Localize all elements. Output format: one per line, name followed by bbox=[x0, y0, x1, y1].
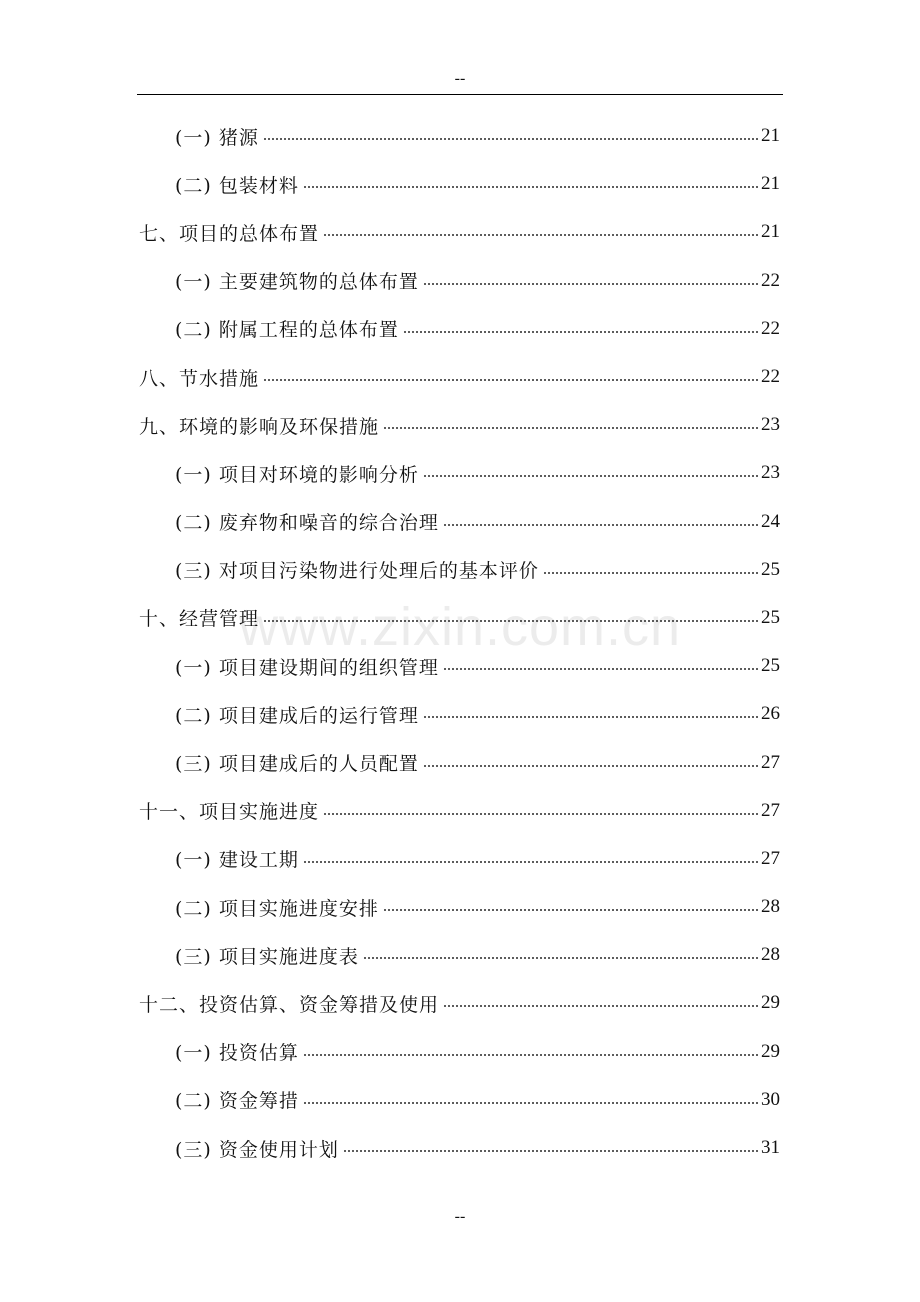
toc-subsection-entry[interactable] bbox=[139, 1124, 780, 1172]
header-divider bbox=[137, 94, 783, 95]
toc-entry-title: (一) 主要建筑物的总体布置 bbox=[175, 271, 419, 294]
toc-entry-title: (二) 废弃物和噪音的综合治理 bbox=[175, 512, 439, 535]
toc-subsection-entry[interactable] bbox=[139, 1076, 780, 1124]
toc-entry-title: (一) 项目对环境的影响分析 bbox=[175, 463, 419, 486]
toc-section-entry[interactable] bbox=[139, 208, 780, 256]
toc-entry-title: 七、项目的总体布置 bbox=[139, 222, 320, 245]
toc-dot-leader bbox=[303, 186, 758, 188]
toc-entry-title: 八、节水措施 bbox=[139, 367, 260, 390]
toc-page-number: 28 bbox=[761, 944, 780, 966]
toc-page-number: 29 bbox=[761, 992, 780, 1014]
toc-section-entry[interactable] bbox=[139, 787, 780, 835]
toc-dot-leader bbox=[423, 475, 758, 477]
toc-dot-leader bbox=[263, 379, 758, 381]
toc-page-number: 25 bbox=[761, 606, 780, 628]
toc-entry-title: (二) 附属工程的总体布置 bbox=[175, 319, 399, 342]
page-header-mark: -- bbox=[454, 70, 466, 87]
toc-dot-leader bbox=[303, 1102, 758, 1104]
toc-subsection-entry[interactable] bbox=[139, 498, 780, 546]
toc-subsection-entry[interactable] bbox=[139, 690, 780, 738]
toc-entry-title: 十一、项目实施进度 bbox=[139, 801, 320, 824]
toc-dot-leader bbox=[383, 909, 758, 911]
toc-page-number: 22 bbox=[761, 317, 780, 339]
toc-subsection-entry[interactable] bbox=[139, 835, 780, 883]
toc-subsection-entry[interactable] bbox=[139, 305, 780, 353]
toc-subsection-entry[interactable] bbox=[139, 1028, 780, 1076]
toc-section-entry[interactable] bbox=[139, 401, 780, 449]
page-footer-mark: -- bbox=[454, 1208, 466, 1225]
toc-page-number: 28 bbox=[761, 896, 780, 918]
toc-dot-leader bbox=[403, 331, 758, 333]
toc-section-entry[interactable] bbox=[139, 353, 780, 401]
toc-entry-title: 十二、投资估算、资金筹措及使用 bbox=[139, 993, 440, 1016]
toc-subsection-entry[interactable] bbox=[139, 738, 780, 786]
toc-page-number: 29 bbox=[761, 1040, 780, 1062]
toc-page-number: 27 bbox=[761, 751, 780, 773]
toc-page-number: 25 bbox=[761, 558, 780, 580]
toc-subsection-entry[interactable] bbox=[139, 449, 780, 497]
toc-page-number: 25 bbox=[761, 655, 780, 677]
toc-dot-leader bbox=[303, 861, 758, 863]
toc-dot-leader bbox=[443, 1005, 758, 1007]
toc-page-number: 21 bbox=[761, 125, 780, 147]
toc-entry-title: (二) 包装材料 bbox=[175, 174, 299, 197]
toc-dot-leader bbox=[263, 620, 758, 622]
toc-entry-title: (三) 资金使用计划 bbox=[175, 1138, 339, 1161]
toc-entry-title: 十、经营管理 bbox=[139, 608, 260, 631]
toc-dot-leader bbox=[343, 1150, 758, 1152]
toc-dot-leader bbox=[443, 524, 758, 526]
toc-dot-leader bbox=[323, 234, 758, 236]
toc-entry-title: (三) 对项目污染物进行处理后的基本评价 bbox=[175, 560, 539, 583]
toc-dot-leader bbox=[383, 427, 758, 429]
toc-entry-title: 九、环境的影响及环保措施 bbox=[139, 415, 380, 438]
toc-entry-title: (三) 项目建成后的人员配置 bbox=[175, 753, 419, 776]
toc-subsection-entry[interactable] bbox=[139, 257, 780, 305]
toc-subsection-entry[interactable] bbox=[139, 931, 780, 979]
toc-entry-title: (二) 资金筹措 bbox=[175, 1090, 299, 1113]
toc-entry-title: (一) 项目建设期间的组织管理 bbox=[175, 656, 439, 679]
toc-page-number: 22 bbox=[761, 366, 780, 388]
toc-subsection-entry[interactable] bbox=[139, 160, 780, 208]
table-of-contents bbox=[139, 112, 780, 1172]
toc-subsection-entry[interactable] bbox=[139, 546, 780, 594]
toc-section-entry[interactable] bbox=[139, 979, 780, 1027]
toc-entry-title: (一) 建设工期 bbox=[175, 849, 299, 872]
toc-dot-leader bbox=[423, 716, 758, 718]
toc-page-number: 23 bbox=[761, 414, 780, 436]
toc-page-number: 21 bbox=[761, 173, 780, 195]
toc-entry-title: (一) 投资估算 bbox=[175, 1042, 299, 1065]
toc-page-number: 23 bbox=[761, 462, 780, 484]
toc-page-number: 22 bbox=[761, 269, 780, 291]
toc-dot-leader bbox=[443, 668, 758, 670]
toc-subsection-entry[interactable] bbox=[139, 642, 780, 690]
watermark: www.zixin.com.cn bbox=[238, 597, 682, 657]
toc-page-number: 27 bbox=[761, 799, 780, 821]
toc-entry-title: (三) 项目实施进度表 bbox=[175, 945, 359, 968]
toc-dot-leader bbox=[423, 765, 758, 767]
toc-entry-title: (一) 猪源 bbox=[175, 126, 259, 149]
toc-dot-leader bbox=[323, 813, 758, 815]
toc-page-number: 21 bbox=[761, 221, 780, 243]
toc-subsection-entry[interactable] bbox=[139, 112, 780, 160]
toc-page-number: 30 bbox=[761, 1088, 780, 1110]
toc-page-number: 31 bbox=[761, 1137, 780, 1159]
toc-dot-leader bbox=[543, 572, 758, 574]
toc-entry-title: (二) 项目建成后的运行管理 bbox=[175, 704, 419, 727]
toc-dot-leader bbox=[423, 283, 758, 285]
toc-page-number: 27 bbox=[761, 847, 780, 869]
toc-dot-leader bbox=[363, 957, 758, 959]
toc-subsection-entry[interactable] bbox=[139, 883, 780, 931]
toc-dot-leader bbox=[303, 1054, 758, 1056]
toc-section-entry[interactable] bbox=[139, 594, 780, 642]
toc-entry-title: (二) 项目实施进度安排 bbox=[175, 897, 379, 920]
toc-dot-leader bbox=[263, 138, 758, 140]
toc-page-number: 24 bbox=[761, 510, 780, 532]
toc-page-number: 26 bbox=[761, 703, 780, 725]
